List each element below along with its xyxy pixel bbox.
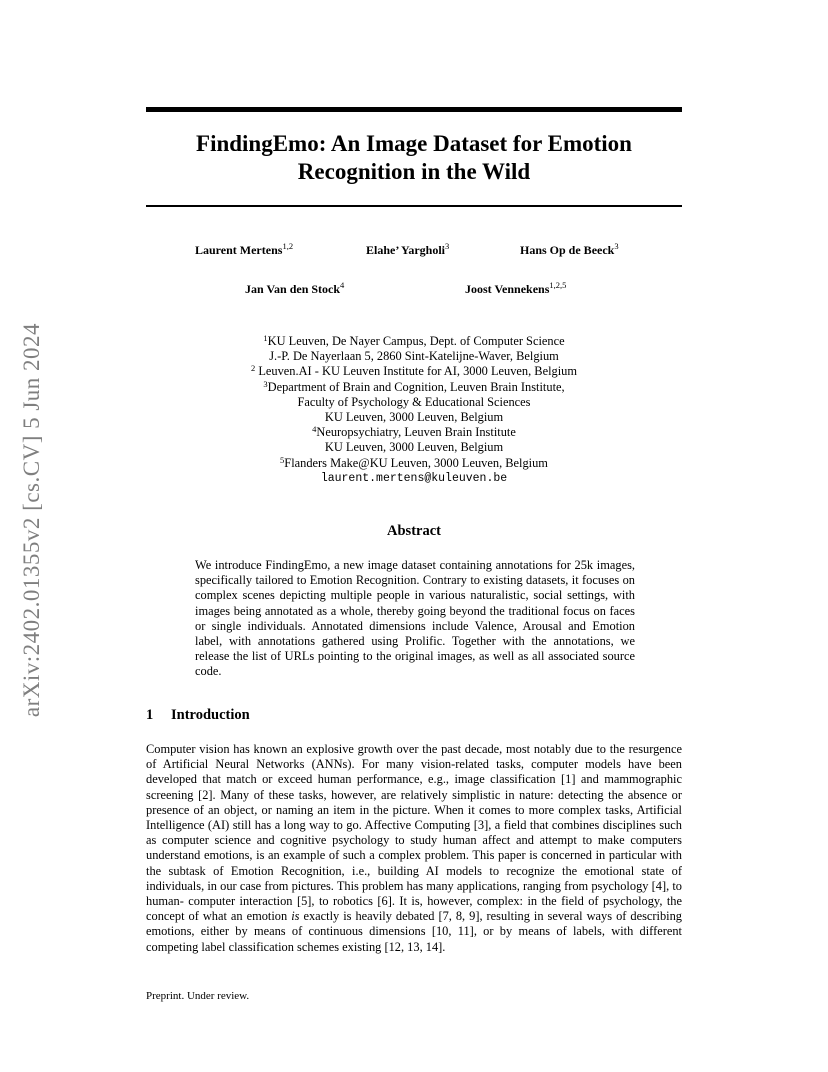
citation-link[interactable]: [6] [377, 894, 392, 909]
author-name: Elahe’ Yargholi [366, 243, 446, 257]
paragraph-text: , to human- computer interaction [146, 878, 683, 909]
title-line-2: Recognition in the Wild [297, 159, 531, 184]
citation-link[interactable]: [10, 11] [431, 924, 474, 939]
paragraph-text: , or by means of labels, with different competing label classification schemes existing [146, 924, 682, 954]
preprint-footer: Preprint. Under review. [146, 990, 250, 1002]
author-joost-vennekens [465, 282, 566, 297]
paragraph-text: , resulting in several ways of describing emotions, either by means of continuous dimensions [146, 909, 682, 939]
paragraph-text: , a field that combines disciplines such as computer science and cognitive psychology to study human affect and attempt to make computers understand emotions, is an example of such a complex problem. This paper is concerned in particular with the subtask of Emotion Recognition, i.e., building AI models to recognize the emotional state of individuals, in our case from pictures. This problem has many applications, ranging from psychology [146, 818, 682, 893]
affiliation-line: $^4$Neuropsychiatry, Leuven Brain Institute [312, 424, 516, 440]
affiliation-line: $^5$Flanders Make@KU Leuven, 3000 Leuven, Belgium [280, 454, 548, 470]
affiliation-line: J.-P. De Nayerlaan 5, 2860 Sint-Katelijne-Waver, Belgium [269, 349, 559, 364]
paragraph-text: . It is, however, complex: in the field of psychology, the concept of what an emotion [146, 894, 682, 924]
author-name: Joost Vennekens [465, 282, 550, 296]
author-name: Laurent Mertens [195, 243, 283, 257]
author-affil-sup: 3 [614, 241, 619, 251]
paper-title [146, 130, 682, 186]
emphasis-text: is [291, 909, 300, 924]
author-email[interactable]: laurent.mertens@kuleuven.be [320, 471, 508, 485]
title-rule-bottom [146, 205, 682, 207]
author-affil-sup: 1,2 [282, 241, 294, 251]
author-affil-sup: 4 [340, 280, 345, 290]
citation-link[interactable]: [5] [296, 894, 312, 909]
section-title: Introduction [171, 707, 250, 723]
title-rule-top [146, 107, 682, 112]
affiliation-line: Faculty of Psychology & Educational Sciences [297, 394, 531, 409]
paragraph-text: . [442, 939, 446, 954]
author-affil-sup: 1,2,5 [549, 280, 567, 290]
paragraph-text: , to robotics [311, 894, 378, 909]
citation-link[interactable]: [2] [198, 787, 213, 802]
affiliation-line: KU Leuven, 3000 Leuven, Belgium [324, 440, 504, 455]
author-hans-op-de-beeck [520, 243, 619, 258]
author-jan-van-den-stock [245, 282, 344, 297]
author-elahe-yargholi [366, 243, 449, 258]
title-line-1: FindingEmo: An Image Dataset for Emotion [196, 131, 632, 156]
affiliation-line: KU Leuven, 3000 Leuven, Belgium [324, 410, 504, 425]
author-affil-sup: 3 [445, 241, 450, 251]
section-heading [146, 707, 682, 724]
author-name: Jan Van den Stock [245, 282, 341, 296]
abstract-heading: Abstract [387, 523, 441, 539]
affiliation-line: $^1$KU Leuven, De Nayer Campus, Dept. of Computer Science [263, 333, 565, 348]
citation-link[interactable]: [1] [561, 772, 576, 787]
affiliation-line: $^2$ Leuven.AI - KU Leuven Institute for AI, 3000 Leuven, Belgium [251, 363, 577, 379]
affiliations [146, 334, 682, 486]
citation-link[interactable]: [12, 13, 14] [384, 939, 443, 954]
section-number: 1 [146, 707, 154, 723]
abstract-text: We introduce FindingEmo, a new image dataset containing annotations for 25k images, specifically tailored to Emotion Recognition. Contrary to existing datasets, it focuses on complex scenes depicting multiple people in various naturalistic, social settings, with images being annotated as a whole, thereby going beyond the traditional focus on faces or single individuals. Annotated dimensions include Valence, Arousal and Emotion label, with annotations gathered using Prolific. Together with the annotations, we release the list of URLs pointing to the original images, as well as all associated source code. [195, 558, 635, 679]
paragraph-text: exactly is heavily debated [299, 909, 439, 924]
citation-link[interactable]: [3] [473, 818, 489, 833]
paragraph-text: and mammographic screening [146, 772, 682, 802]
paragraph-text: . Many of these tasks, however, are relatively simplistic in nature: detecting the absence or presence of an object, or naming an item in the picture. When it comes to more complex tasks, Artificial Intelligence (AI) still has a long way to go. Affective Computing [146, 787, 683, 833]
author-name: Hans Op de Beeck [520, 243, 615, 257]
citation-link[interactable]: [4] [651, 878, 667, 893]
arxiv-identifier-stamp: arXiv:2402.01355v2 [cs.CV] 5 Jun 2024 [19, 322, 44, 718]
author-laurent-mertens [195, 243, 293, 258]
affiliation-line: $^3$Department of Brain and Cognition, Leuven Brain Institute, [263, 378, 565, 394]
citation-link[interactable]: [7, 8, 9] [438, 909, 480, 924]
introduction-paragraph [146, 742, 682, 955]
paragraph-text: Computer vision has known an explosive growth over the past decade, most notably due to the resurgence of Artificial Neural Networks (ANNs). For many vision-related tasks, computer models have been developed that match or exceed human performance, e.g., image classification [146, 742, 682, 787]
